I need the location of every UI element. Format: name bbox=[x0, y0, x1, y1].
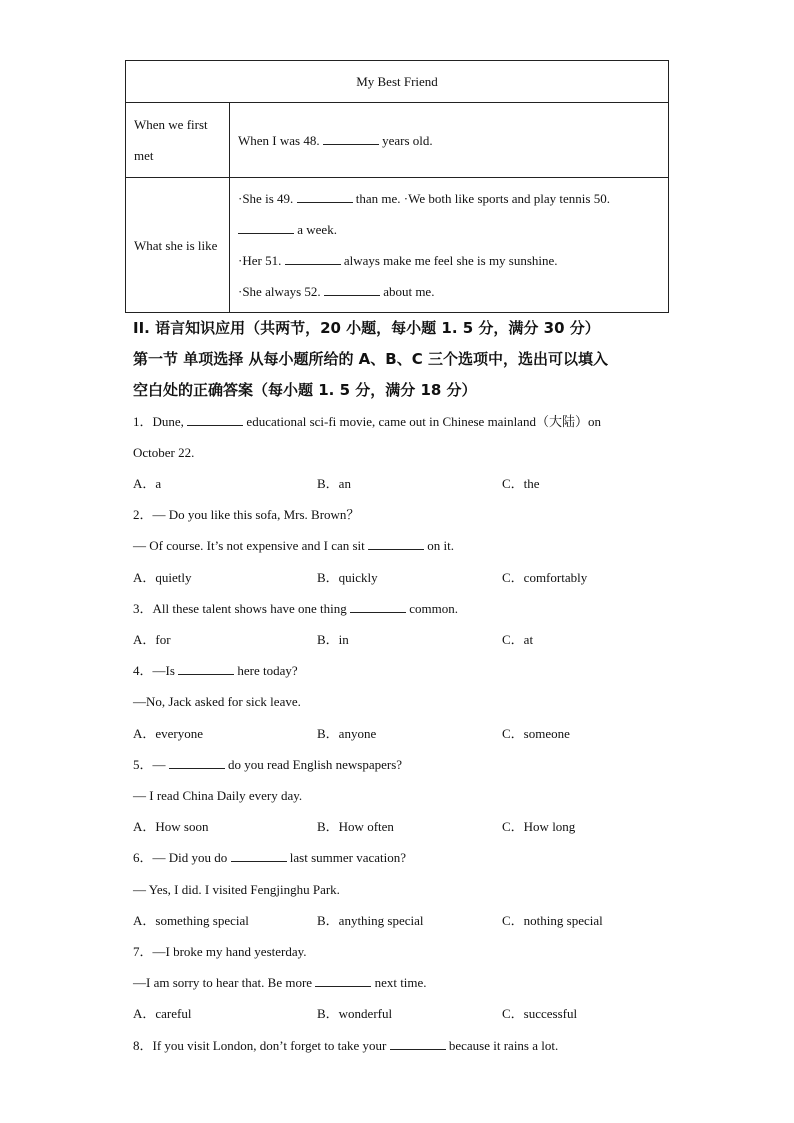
q7-option-c[interactable]: C．successful bbox=[502, 1006, 578, 1021]
q5-option-c[interactable]: C．How long bbox=[502, 819, 576, 834]
q3-option-a[interactable]: A．for bbox=[133, 632, 171, 647]
q2-option-b[interactable]: B．quickly bbox=[317, 570, 378, 585]
q6-option-c[interactable]: C．nothing special bbox=[502, 913, 603, 928]
question-7-line2 bbox=[133, 973, 427, 993]
q6-text-a: 6．— Did you do bbox=[133, 850, 228, 865]
q5-text-b: do you read English newspapers? bbox=[228, 757, 403, 772]
row2-text-2: a week. bbox=[297, 222, 337, 237]
q6-text-b: last summer vacation? bbox=[289, 850, 407, 865]
q4-option-c[interactable]: C．someone bbox=[502, 726, 570, 741]
answer-blank-48[interactable] bbox=[323, 132, 379, 145]
q4-option-b[interactable]: B．anyone bbox=[317, 726, 377, 741]
q3-option-b[interactable]: B．in bbox=[317, 632, 349, 647]
q4-option-a[interactable]: A．everyone bbox=[133, 726, 204, 741]
question-4 bbox=[133, 661, 298, 681]
question-4-line2: —No, Jack asked for sick leave. bbox=[133, 694, 301, 709]
q2-text-a: — Of course. It’s not expensive and I can sit bbox=[133, 538, 365, 553]
q4-text-b: here today? bbox=[237, 663, 298, 678]
row2-text-1a: ·She is 49. bbox=[238, 191, 294, 206]
row1-content bbox=[230, 103, 669, 178]
row2-text-1b: than me. ·We both like sports and play tennis 50. bbox=[355, 191, 610, 206]
q7-blank[interactable] bbox=[315, 974, 371, 987]
row2-label: What she is like bbox=[126, 178, 230, 313]
row2-text-4a: ·She always 52. bbox=[238, 284, 321, 299]
q3-blank[interactable] bbox=[350, 600, 406, 613]
question-6-line2: — Yes, I did. I visited Fengjinghu Park. bbox=[133, 882, 340, 897]
answer-blank-52[interactable] bbox=[324, 283, 380, 296]
row2-text-3a: ·Her 51. bbox=[238, 253, 282, 268]
question-6 bbox=[133, 848, 406, 868]
question-7: 7．—I broke my hand yesterday. bbox=[133, 944, 307, 959]
section-subtitle-line2: 空白处的正确答案（每小题 1. 5 分，满分 18 分） bbox=[133, 381, 477, 399]
q2-option-a[interactable]: A．quietly bbox=[133, 570, 192, 585]
q1-option-a[interactable]: A．a bbox=[133, 476, 162, 491]
row2-text-3b: always make me feel she is my sunshine. bbox=[343, 253, 558, 268]
section-subtitle-line1: 第一节 单项选择 从每小题所给的 A、B、C 三个选项中，选出可以填入 bbox=[133, 350, 608, 368]
q3-text-a: 3．All these talent shows have one thing bbox=[133, 601, 347, 616]
q5-text-a: 5．— bbox=[133, 757, 166, 772]
row2-text-4b: about me. bbox=[383, 284, 435, 299]
q7-option-a[interactable]: A．careful bbox=[133, 1006, 192, 1021]
question-3 bbox=[133, 599, 458, 619]
q7-option-b[interactable]: B．wonderful bbox=[317, 1006, 393, 1021]
row1-text-post: years old. bbox=[382, 132, 433, 148]
question-2: 2．— Do you like this sofa, Mrs. Brown？ bbox=[133, 507, 360, 522]
q5-option-b[interactable]: B．How often bbox=[317, 819, 394, 834]
question-2-line2 bbox=[133, 536, 454, 556]
q2-option-c[interactable]: C．comfortably bbox=[502, 570, 588, 585]
q6-option-b[interactable]: B．anything special bbox=[317, 913, 424, 928]
q8-text-a: 8．If you visit London, don’t forget to take your bbox=[133, 1038, 387, 1053]
answer-blank-50[interactable] bbox=[238, 221, 294, 234]
row1-label: When we first met bbox=[126, 103, 230, 178]
question-8 bbox=[133, 1036, 558, 1056]
q4-blank[interactable] bbox=[178, 662, 234, 675]
best-friend-table bbox=[125, 60, 669, 313]
q1-option-c[interactable]: C．the bbox=[502, 476, 540, 491]
q6-option-a[interactable]: A．something special bbox=[133, 913, 249, 928]
answer-blank-51[interactable] bbox=[285, 252, 341, 265]
answer-blank-49[interactable] bbox=[297, 190, 353, 203]
row2-content bbox=[230, 178, 669, 313]
q5-blank[interactable] bbox=[169, 756, 225, 769]
q1-text-b: educational sci-fi movie, came out in Chinese mainland（大陆）on bbox=[246, 414, 601, 429]
q7-text-b: next time. bbox=[374, 975, 427, 990]
q1-text-a: 1．Dune, bbox=[133, 414, 184, 429]
q3-option-c[interactable]: C．at bbox=[502, 632, 534, 647]
q2-blank[interactable] bbox=[368, 537, 424, 550]
q8-text-b: because it rains a lot. bbox=[448, 1038, 559, 1053]
q4-text-a: 4．—Is bbox=[133, 663, 175, 678]
q7-text-a: —I am sorry to hear that. Be more bbox=[133, 975, 313, 990]
q8-blank[interactable] bbox=[390, 1037, 446, 1050]
question-1 bbox=[133, 412, 601, 432]
q5-option-a[interactable]: A．How soon bbox=[133, 819, 209, 834]
q6-blank[interactable] bbox=[231, 849, 287, 862]
q2-text-b: on it. bbox=[427, 538, 455, 553]
q3-text-b: common. bbox=[409, 601, 458, 616]
section-title: II. 语言知识应用（共两节，20 小题，每小题 1. 5 分，满分 30 分） bbox=[133, 319, 600, 337]
question-1-line2: October 22. bbox=[133, 445, 195, 460]
q1-option-b[interactable]: B．an bbox=[317, 476, 351, 491]
question-5-line2: — I read China Daily every day. bbox=[133, 788, 303, 803]
q1-blank[interactable] bbox=[187, 413, 243, 426]
question-5 bbox=[133, 755, 402, 775]
table-title: My Best Friend bbox=[126, 61, 669, 103]
row1-text-pre: When I was 48. bbox=[238, 132, 320, 148]
